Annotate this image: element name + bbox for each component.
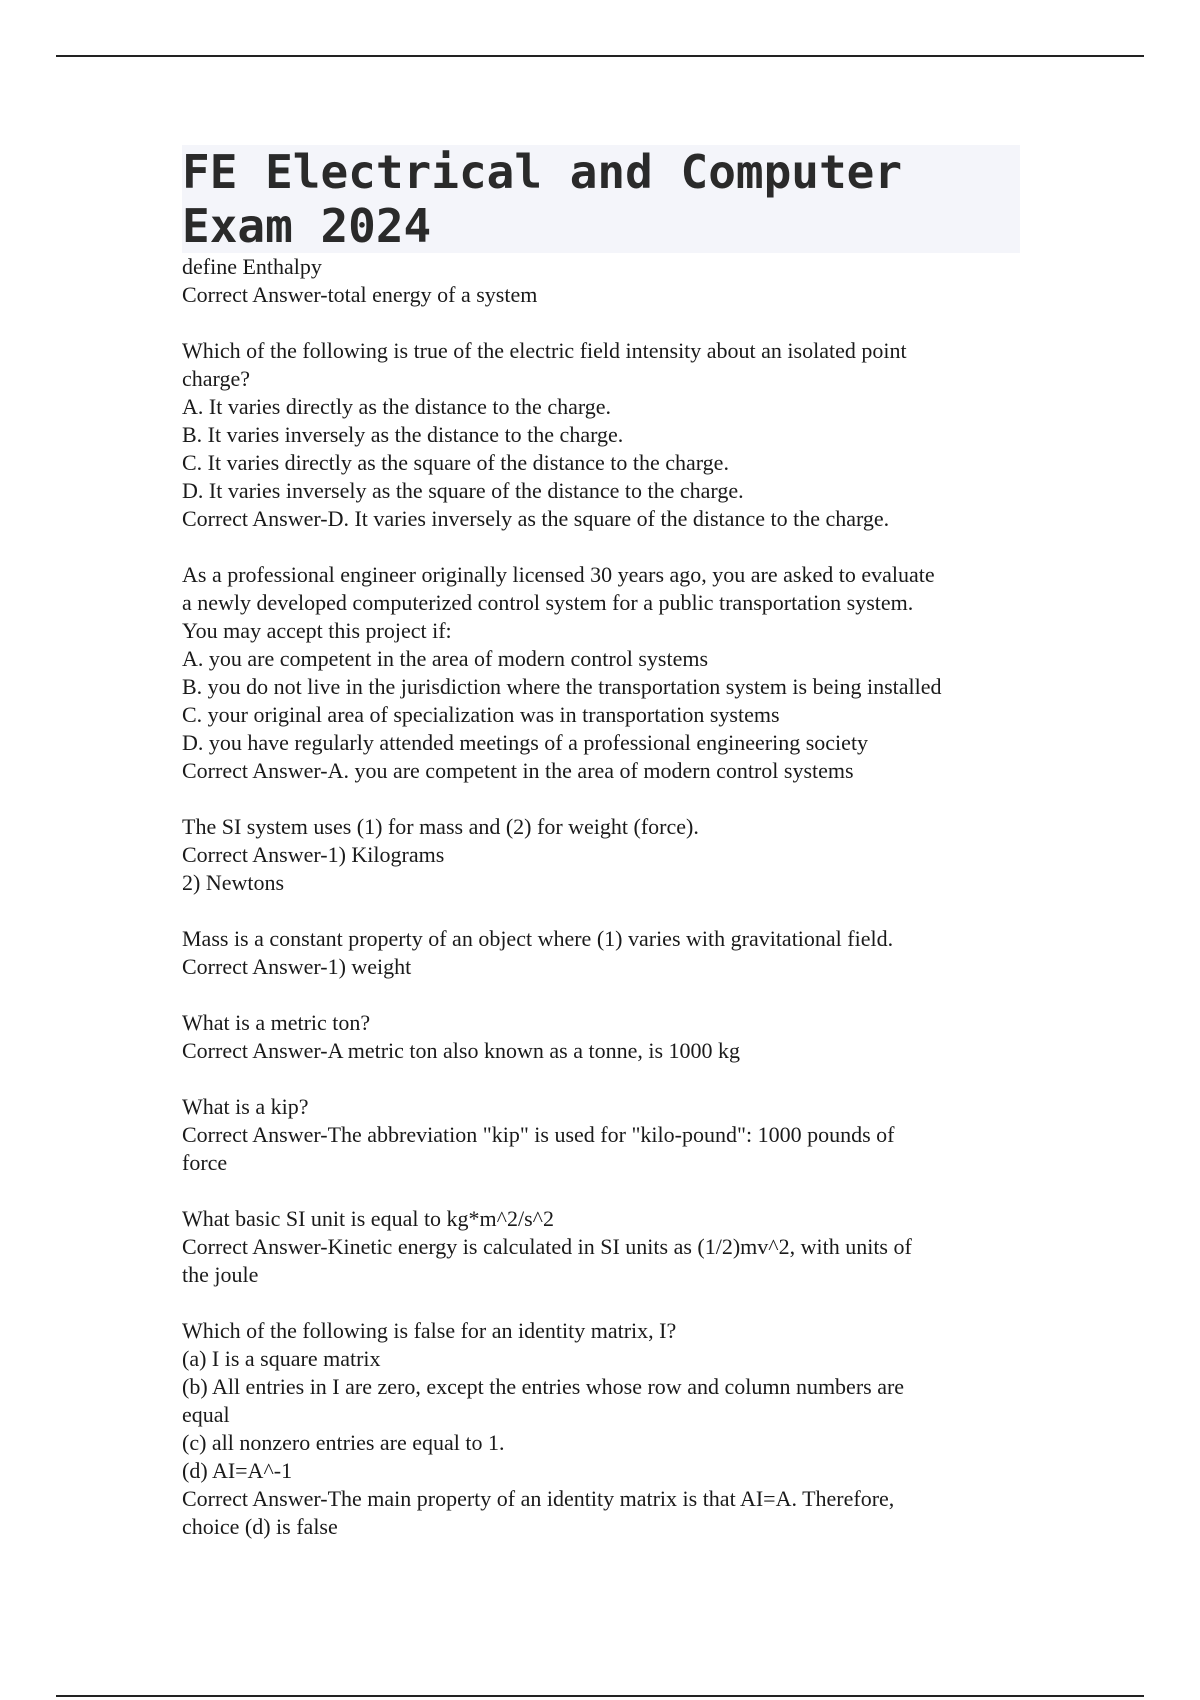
question-line: B. It varies inversely as the distance to the charge.	[182, 422, 624, 447]
question-block	[182, 813, 1022, 897]
question-line: B. you do not live in the jurisdiction where the transportation system is being installed	[182, 674, 942, 699]
question-list	[182, 253, 1022, 1541]
document-title: FE Electrical and Computer Exam 2024	[182, 145, 903, 253]
question-block	[182, 1205, 1022, 1289]
question-line: force	[182, 1150, 228, 1175]
title-block	[182, 145, 1020, 253]
question-block	[182, 1009, 1022, 1065]
answer-line: Correct Answer-A metric ton also known as a tonne, is 1000 kg	[182, 1038, 741, 1063]
question-line: (d) AI=A^-1	[182, 1458, 293, 1483]
question-line: A. you are competent in the area of modern control systems	[182, 646, 709, 671]
question-block	[182, 337, 1022, 533]
question-line: define Enthalpy	[182, 254, 322, 279]
question-line: C. It varies directly as the square of the distance to the charge.	[182, 450, 729, 475]
question-line: What is a metric ton?	[182, 1010, 371, 1035]
question-block	[182, 561, 1022, 785]
answer-line: Correct Answer-A. you are competent in the area of modern control systems	[182, 758, 854, 783]
answer-line: Correct Answer-1) weight	[182, 954, 412, 979]
question-line: charge?	[182, 366, 250, 391]
question-line: 2) Newtons	[182, 870, 285, 895]
question-line: What basic SI unit is equal to kg*m^2/s^2	[182, 1206, 554, 1231]
question-line: D. you have regularly attended meetings of a professional engineering society	[182, 730, 869, 755]
answer-line: Correct Answer-Kinetic energy is calculated in SI units as (1/2)mv^2, with units of	[182, 1234, 912, 1259]
answer-line: Correct Answer-1) Kilograms	[182, 842, 445, 867]
question-line: Which of the following is false for an identity matrix, I?	[182, 1318, 677, 1343]
question-line: C. your original area of specialization was in transportation systems	[182, 702, 780, 727]
question-line: A. It varies directly as the distance to the charge.	[182, 394, 612, 419]
question-line: What is a kip?	[182, 1094, 309, 1119]
question-line: (c) all nonzero entries are equal to 1.	[182, 1430, 505, 1455]
question-line: a newly developed computerized control system for a public transportation system.	[182, 590, 914, 615]
question-line: Mass is a constant property of an object where (1) varies with gravitational field.	[182, 926, 894, 951]
answer-line: Correct Answer-total energy of a system	[182, 282, 538, 307]
page-top-rule	[56, 55, 1144, 57]
answer-line: Correct Answer-D. It varies inversely as the square of the distance to the charge.	[182, 506, 890, 531]
question-line: the joule	[182, 1262, 259, 1287]
answer-line: Correct Answer-The abbreviation "kip" is used for "kilo-pound": 1000 pounds of	[182, 1122, 895, 1147]
question-line: As a professional engineer originally licensed 30 years ago, you are asked to evaluate	[182, 562, 935, 587]
question-line: Which of the following is true of the electric field intensity about an isolated point	[182, 338, 907, 363]
question-block	[182, 253, 1022, 309]
question-line: The SI system uses (1) for mass and (2) for weight (force).	[182, 814, 699, 839]
question-line: You may accept this project if:	[182, 618, 452, 643]
answer-line: Correct Answer-The main property of an identity matrix is that AI=A. Therefore,	[182, 1486, 895, 1511]
question-line: D. It varies inversely as the square of the distance to the charge.	[182, 478, 744, 503]
question-block	[182, 1093, 1022, 1177]
question-block	[182, 1317, 1022, 1541]
question-block	[182, 925, 1022, 981]
question-line: choice (d) is false	[182, 1514, 338, 1539]
question-line: (b) All entries in I are zero, except the entries whose row and column numbers are	[182, 1374, 905, 1399]
page-bottom-rule	[56, 1695, 1144, 1697]
document-body	[182, 145, 1022, 1569]
question-line: equal	[182, 1402, 230, 1427]
question-line: (a) I is a square matrix	[182, 1346, 381, 1371]
